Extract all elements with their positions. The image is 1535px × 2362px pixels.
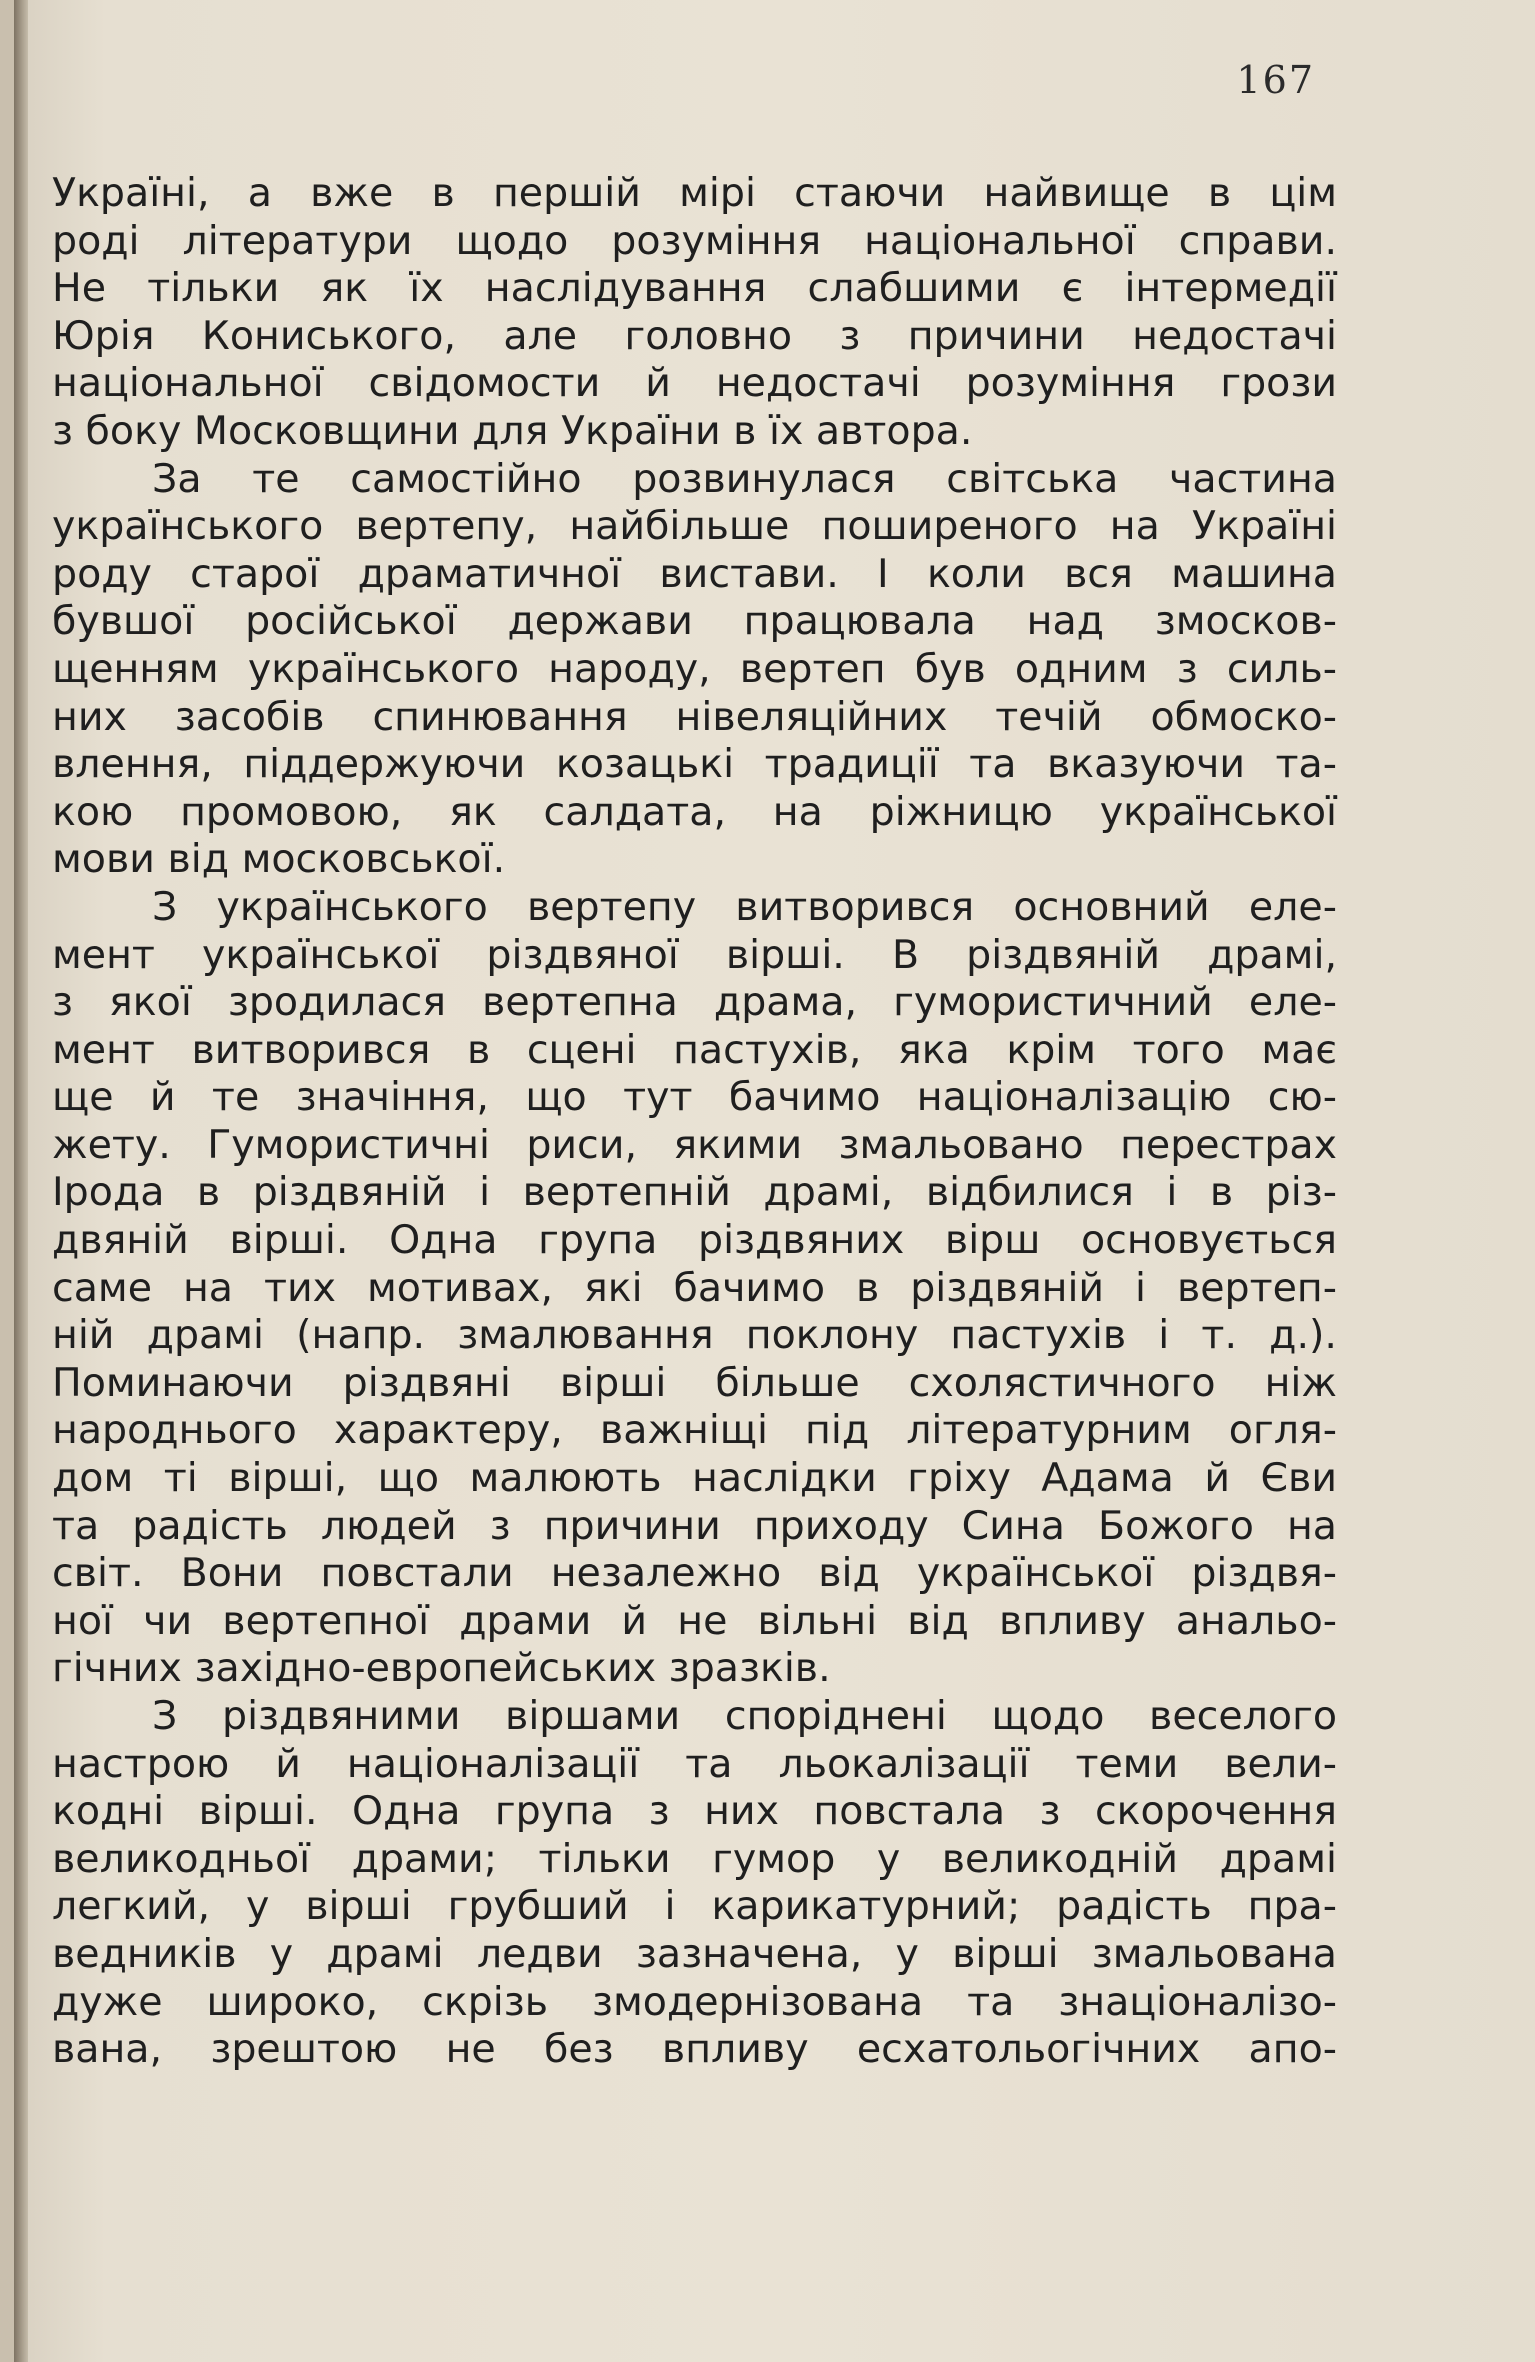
text-line: жету. Гумористичні риси, якими змальовано перестрах bbox=[52, 1121, 1337, 1168]
page-number: 167 bbox=[1236, 58, 1315, 102]
text-line: Поминаючи різдвяні вірші більше схолястичного ніж bbox=[52, 1359, 1337, 1406]
text-line: та радість людей з причини приходу Сина Божого на bbox=[52, 1502, 1337, 1549]
page-gutter bbox=[14, 0, 28, 2362]
text-line: кодні вірші. Одна група з них повстала з скорочення bbox=[52, 1788, 1337, 1835]
text-line: світ. Вони повстали незалежно від української різдвя- bbox=[52, 1550, 1337, 1597]
text-line: легкий, у вірші грубший і карикатурний; радість пра- bbox=[52, 1883, 1337, 1930]
text-line: З різдвяними віршами споріднені щодо веселого bbox=[152, 1693, 1337, 1739]
text-line: гічних західно-европейських зразків. bbox=[52, 1645, 831, 1692]
text-line: з якої зродилася вертепна драма, гумористичний еле- bbox=[52, 979, 1337, 1026]
text-line: дом ті вірші, що малюють наслідки гріху Адама й Єви bbox=[52, 1455, 1337, 1502]
text-line: щенням українського народу, вертеп був одним з силь- bbox=[52, 645, 1337, 692]
text-line: роду старої драматичної вистави. І коли вся машина bbox=[52, 550, 1337, 597]
text-line: кою промовою, як салдата, на ріжницю української bbox=[52, 788, 1337, 835]
text-line: мент української різдвяної вірші. В різдвяній драмі, bbox=[52, 931, 1337, 978]
text-line: влення, піддержуючи козацькі традиції та вказуючи та- bbox=[52, 741, 1337, 788]
text-line: національної свідомости й недостачі розуміння грози bbox=[52, 360, 1337, 407]
text-line: За те самостійно розвинулася світська частина bbox=[152, 455, 1337, 502]
text-line: Юрія Кониського, але головно з причини недостачі bbox=[52, 312, 1337, 359]
text-line: великодньої драми; тільки гумор у великодній драмі bbox=[52, 1835, 1337, 1882]
text-line: дуже широко, скрізь змодернізована та знаціоналізо- bbox=[52, 1978, 1337, 2025]
text-line: ще й те значіння, що тут бачимо націоналізацію сю- bbox=[52, 1074, 1337, 1121]
text-line: бувшої російської держави працювала над змосков- bbox=[52, 598, 1337, 645]
text-line: з боку Московщини для України в їх автора. bbox=[52, 407, 973, 454]
text-line: Україні, а вже в першій мірі стаючи найвище в цім bbox=[52, 170, 1337, 216]
text-line: ної чи вертепної драми й не вільні від впливу анальо- bbox=[52, 1597, 1337, 1644]
text-line: вана, зрештою не без впливу есхатольогічних апо- bbox=[52, 2026, 1337, 2073]
text-line: мови від московської. bbox=[52, 836, 506, 883]
text-line: народнього характеру, важніщі під літературним огля- bbox=[52, 1407, 1337, 1454]
text-line: Не тільки як їх наслідування слабшими є інтермедії bbox=[52, 265, 1337, 312]
text-line: настрою й націоналізації та льокалізації теми вели- bbox=[52, 1740, 1337, 1787]
text-line: саме на тих мотивах, які бачимо в різдвяній і вертеп- bbox=[52, 1264, 1337, 1311]
text-line: двяній вірші. Одна група різдвяних вірш основується bbox=[52, 1217, 1337, 1264]
book-page bbox=[14, 0, 1535, 2362]
body-text bbox=[52, 170, 1337, 2074]
text-line: ній драмі (напр. змалювання поклону пастухів і т. д.). bbox=[52, 1312, 1337, 1359]
text-line: українського вертепу, найбільше поширеного на Україні bbox=[52, 503, 1337, 550]
text-line: них засобів спинювання нівеляційних течій обмоско- bbox=[52, 693, 1337, 740]
text-line: мент витворився в сцені пастухів, яка крім того має bbox=[52, 1026, 1337, 1073]
text-line: З українського вертепу витворився основний еле- bbox=[152, 883, 1337, 930]
text-line: Ірода в різдвяній і вертепній драмі, відбилися і в різ- bbox=[52, 1169, 1337, 1216]
text-line: ведників у драмі ледви зазначена, у вірші змальована bbox=[52, 1930, 1337, 1977]
text-line: роді літератури щодо розуміння національної справи. bbox=[52, 217, 1337, 264]
